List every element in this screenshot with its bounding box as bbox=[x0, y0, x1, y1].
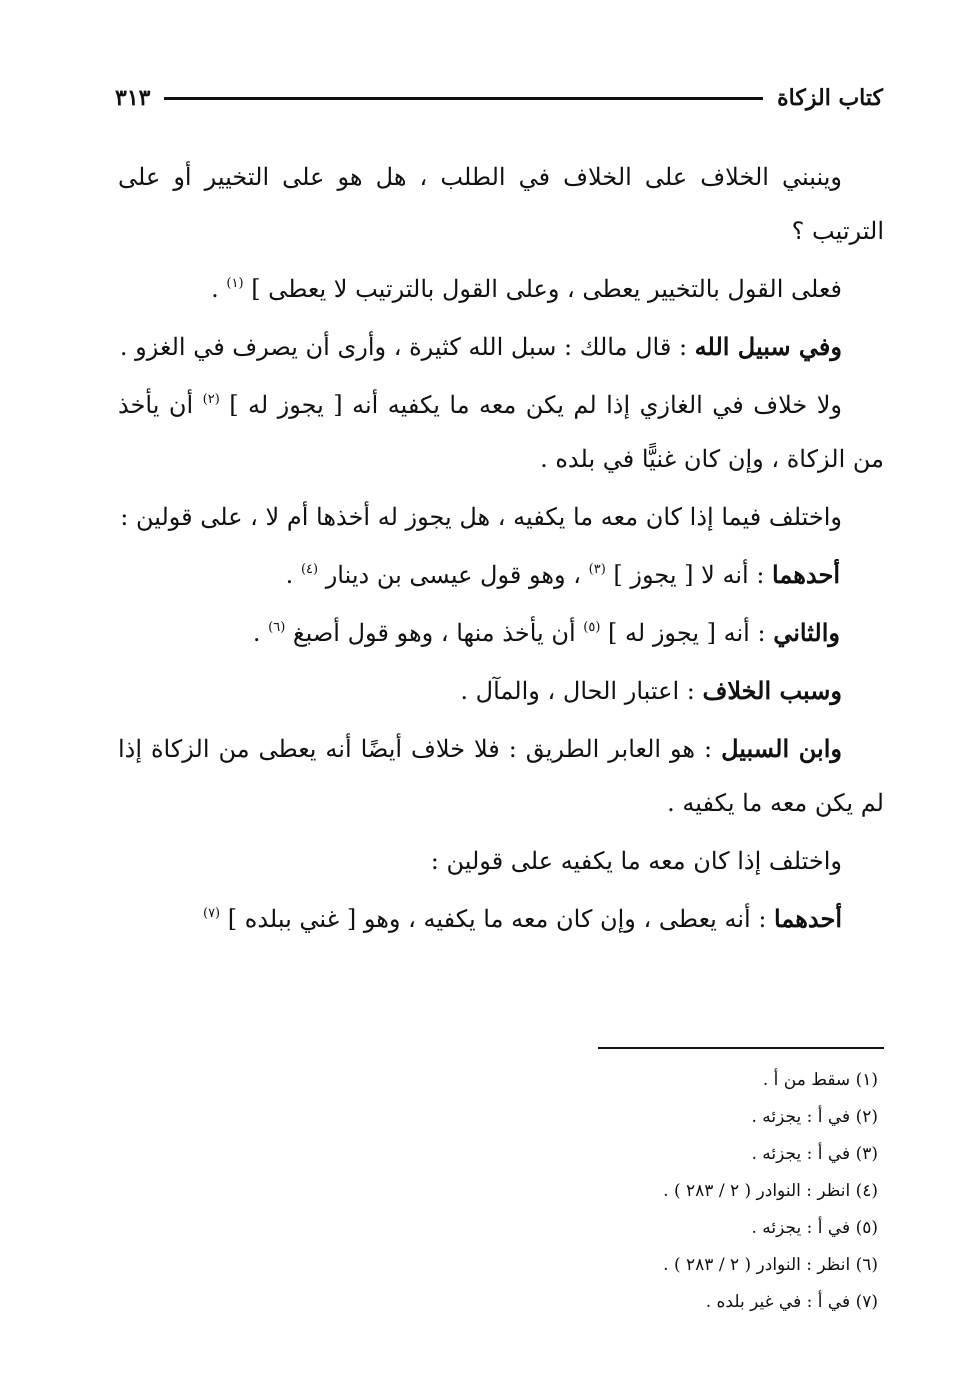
footnote-item: (١) سقط من أ . bbox=[762, 1070, 878, 1090]
text-segment: فعلى القول بالتخيير يعطى ، وعلى القول بالترتيب لا يعطى ] bbox=[243, 275, 842, 303]
paragraph bbox=[118, 490, 884, 544]
footnote-item: (٤) انظر : النوادر ( ٢ / ٢٨٣ ) . bbox=[663, 1181, 878, 1201]
text-segment: . bbox=[285, 561, 301, 589]
text-segment: وينبني الخلاف على الخلاف في الطلب ، هل هو على التخيير أو على الترتيب ؟ bbox=[118, 163, 884, 245]
paragraph bbox=[118, 320, 884, 374]
footnote-marker: (٦) bbox=[268, 620, 286, 635]
text-segment: . bbox=[211, 275, 227, 303]
text-segment: ولا خلاف في الغازي إذا لم يكن معه ما يكفيه أنه [ يجوز له ] bbox=[219, 391, 842, 419]
footnote-marker: (٢) bbox=[202, 392, 220, 407]
footnote-marker: (١) bbox=[226, 276, 244, 291]
text-segment: أن يأخذ من الزكاة ، وإن كان غنيًّا في بلده . bbox=[118, 391, 884, 473]
bold-term: أحدهما bbox=[774, 904, 842, 933]
footnote-item: (٢) في أ : يجزئه . bbox=[751, 1107, 878, 1127]
paragraph bbox=[118, 378, 884, 486]
text-segment: : هو العابر الطريق : فلا خلاف أيضًا أنه يعطى من الزكاة إذا لم يكن معه ما يكفيه . bbox=[118, 735, 884, 817]
paragraph bbox=[118, 262, 884, 316]
footnote-marker: (٧) bbox=[202, 906, 221, 921]
paragraph bbox=[118, 722, 884, 830]
footnote-item: (٦) انظر : النوادر ( ٢ / ٢٨٣ ) . bbox=[663, 1255, 878, 1275]
book-title: كتاب الزكاة bbox=[777, 85, 883, 111]
text-segment: واختلف إذا كان معه ما يكفيه على قولين : bbox=[430, 847, 842, 875]
footnote-marker: (٤) bbox=[300, 562, 319, 577]
text-segment: : أنه لا [ يجوز ] bbox=[605, 561, 773, 589]
footnotes bbox=[400, 1062, 878, 1321]
paragraph bbox=[118, 548, 884, 602]
footnote-item: (٣) في أ : يجزئه . bbox=[751, 1144, 878, 1164]
paragraph bbox=[118, 892, 884, 946]
bold-term: والثاني bbox=[773, 618, 840, 647]
paragraph bbox=[118, 150, 884, 258]
page-header bbox=[115, 78, 883, 118]
footnote-separator bbox=[598, 1047, 884, 1049]
text-segment: ، وهو قول عيسى بن دينار bbox=[318, 561, 589, 589]
text-segment: : اعتبار الحال ، والمآل . bbox=[460, 677, 703, 705]
bold-term: أحدهما bbox=[772, 560, 840, 589]
header-rule bbox=[164, 97, 763, 100]
text-segment: واختلف فيما إذا كان معه ما يكفيه ، هل يجوز له أخذها أم لا ، على قولين : bbox=[120, 503, 842, 531]
text-segment: أن يأخذ منها ، وهو قول أصبغ bbox=[285, 619, 584, 647]
footnote-marker: (٣) bbox=[588, 562, 606, 577]
paragraph bbox=[118, 834, 884, 888]
page-number: ٣١٣ bbox=[115, 85, 151, 111]
footnote-item: (٧) في أ : في غير بلده . bbox=[705, 1292, 878, 1312]
footnote-item: (٥) في أ : يجزئه . bbox=[751, 1218, 878, 1238]
text-segment: . bbox=[252, 619, 269, 647]
bold-term: وابن السبيل bbox=[721, 734, 842, 763]
paragraph bbox=[118, 664, 884, 718]
text-segment: : قال مالك : سبل الله كثيرة ، وأرى أن يصرف في الغزو . bbox=[119, 333, 695, 361]
footnote-marker: (٥) bbox=[583, 620, 601, 635]
text-segment: : أنه [ يجوز له ] bbox=[600, 619, 774, 647]
main-text bbox=[118, 150, 884, 950]
text-segment: : أنه يعطى ، وإن كان معه ما يكفيه ، وهو [ غني ببلده ] bbox=[220, 905, 775, 933]
bold-term: وفي سبيل الله bbox=[694, 332, 842, 361]
bold-term: وسبب الخلاف bbox=[702, 676, 842, 705]
paragraph bbox=[118, 606, 884, 660]
